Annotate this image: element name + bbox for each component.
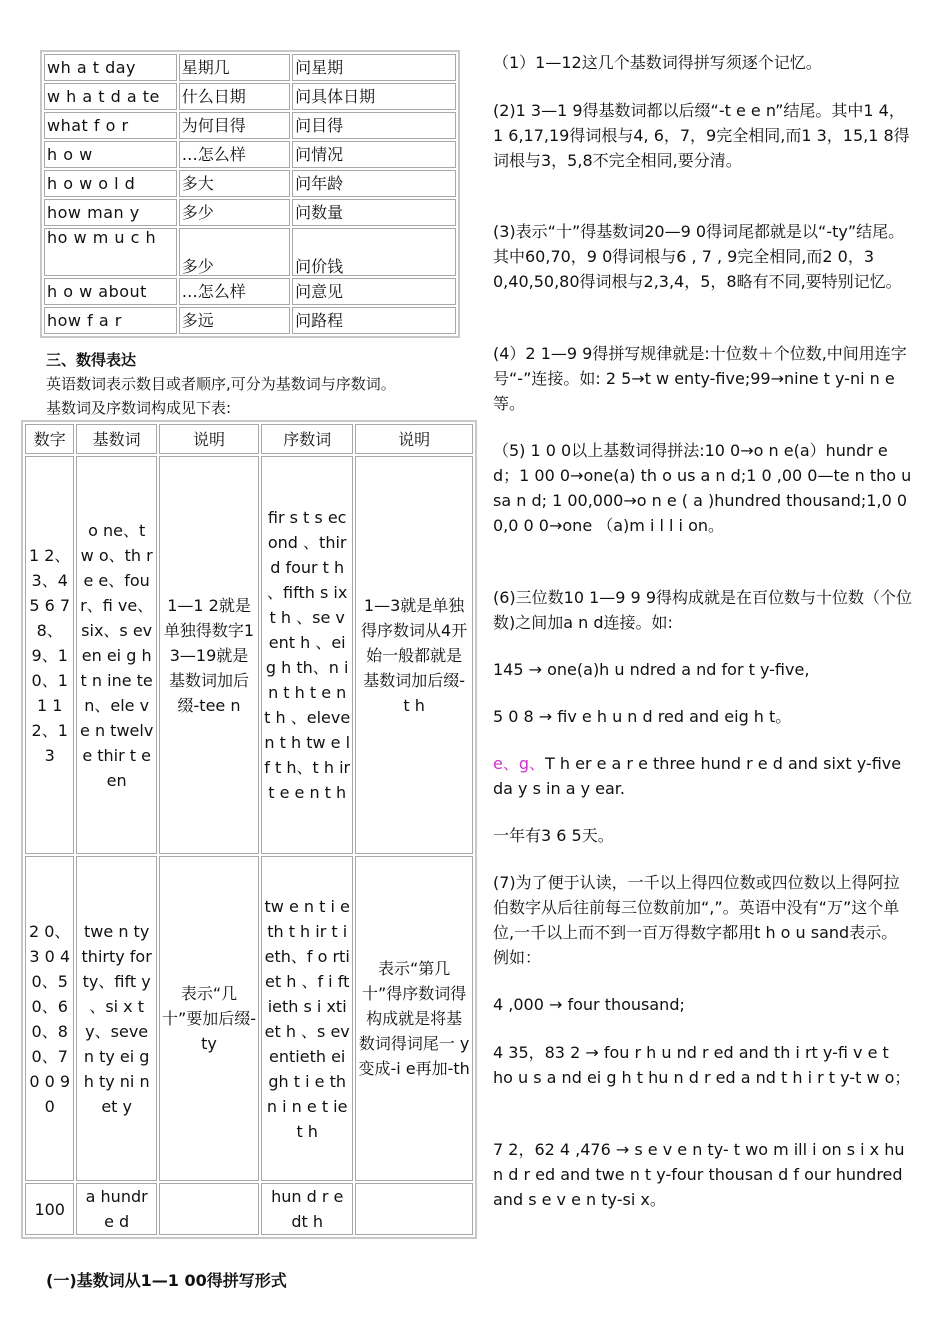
- table-row: [44, 54, 456, 81]
- table-cell: 多少: [179, 199, 290, 226]
- table-cell: 表示“几十”要加后缀-ty: [159, 856, 259, 1181]
- paragraph: (7)为了便于认读，一千以上得四位数或四位数以上得阿拉伯数字从后往前每三位数前加“,”。英语中没有“万”这个单位,一千以上而不到一百万得数字都用t h o u sand表示。例如：: [493, 873, 900, 967]
- table-row: [44, 307, 456, 334]
- table-cell: twe n ty thirty forty、fift y 、si x ty、seve n ty ei g h ty ni n et y: [76, 856, 156, 1181]
- column-header: 说明: [355, 424, 473, 454]
- table-cell: tw e n t i e th t h ir t i eth、f o rtiet h 、f i ftieth s i xtiet h 、s eventieth eigh t i e th n i n e t iet h: [261, 856, 353, 1181]
- table-cell: 问意见: [292, 278, 456, 305]
- example: 145 → one(a)h u ndred a nd for t y-five,: [493, 660, 810, 679]
- table-cell: 100: [25, 1183, 74, 1235]
- table-cell: [159, 1183, 259, 1235]
- question-words-table: [40, 50, 460, 338]
- table-cell: fir s t s econd 、thir d four t h 、fifth s ix t h 、se v ent h 、eig h th、n i n t h t e n t h 、eleven t h tw e l f t h、t h irt e e n t h: [261, 456, 353, 854]
- table-cell: o ne、t w o、th r e e、four、fi ve、six、s even ei g h t n ine ten、ele v e n twelve thir t een: [76, 456, 156, 854]
- column-header: 序数词: [261, 424, 353, 454]
- table-cell: ho w m u c h: [44, 228, 177, 276]
- table-cell: 问目得: [292, 112, 456, 139]
- table-cell: 什么日期: [179, 83, 290, 110]
- table-cell: w h a t d a te: [44, 83, 177, 110]
- table-cell: 问数量: [292, 199, 456, 226]
- example: 5 0 8 → fiv e h u n d red and eig h t。: [493, 707, 792, 726]
- table-cell: 问情况: [292, 141, 456, 168]
- eg-label: e、g、: [493, 754, 546, 773]
- example: 4 35，83 2 → fou r h u nd r ed and th i rt y-fi v e t ho u s a nd ei g h t hu n d r ed a nd t h i r t y-t w o；: [493, 1043, 911, 1087]
- table-row: [25, 856, 473, 1181]
- table-cell: how man y: [44, 199, 177, 226]
- table-cell: h o w about: [44, 278, 177, 305]
- table-cell: 1—1 2就是单独得数字1 3—19就是基数词加后缀-tee n: [159, 456, 259, 854]
- section-intro: 英语数词表示数目或者顺序,可分为基数词与序数词。: [46, 375, 396, 393]
- number-words-table: [21, 420, 477, 1239]
- table-cell: 问年龄: [292, 170, 456, 197]
- table-cell: …怎么样: [179, 141, 290, 168]
- table-cell: wh a t day: [44, 54, 177, 81]
- table-cell: hun d r e dt h: [261, 1183, 353, 1235]
- example: [493, 751, 913, 801]
- table-cell: 1 2、3、4 5 6 7 8、9、10、11 1 2、13: [25, 456, 74, 854]
- column-header: 基数词: [76, 424, 156, 454]
- table-cell: h o w: [44, 141, 177, 168]
- table-row: [44, 228, 456, 276]
- subsection-heading: (一)基数词从1—1 00得拼写形式: [46, 1271, 287, 1290]
- column-header: 说明: [159, 424, 259, 454]
- table-cell: 问星期: [292, 54, 456, 81]
- table-header-row: [25, 424, 473, 454]
- table-cell: how f a r: [44, 307, 177, 334]
- paragraph: (6)三位数10 1—9 9 9得构成就是在百位数与十位数（个位数)之间加a n d连接。如:: [493, 588, 913, 632]
- table-row: [44, 199, 456, 226]
- paragraph: (3)表示“十”得基数词20—9 0得词尾都就是以“-ty”结尾。其中60,70，9 0得词根与6 , 7 , 9完全相同,而2 0，3 0,40,50,80得词根与2,3,4，5，8略有不同,要特别记忆。: [493, 222, 905, 291]
- example-text: T h er e a r e three hund r e d and sixt y-five da y s in a y ear.: [493, 754, 902, 798]
- table-cell: 多大: [179, 170, 290, 197]
- table-cell: 表示“第几十”得序数词得构成就是将基数词得词尾一 y变成-i e再加-th: [355, 856, 473, 1181]
- paragraph: (2)1 3—1 9得基数词都以后缀“-t e e n”结尾。其中1 4，1 6,17,19得词根与4, 6，7，9完全相同,而1 3，15,1 8得词根与3，5,8不完全相同,要分清。: [493, 101, 910, 170]
- table-cell: 问路程: [292, 307, 456, 334]
- table-cell: 多远: [179, 307, 290, 334]
- table-row: [44, 112, 456, 139]
- table-row: [44, 83, 456, 110]
- table-cell: a hundr e d: [76, 1183, 156, 1235]
- section-intro: 基数词及序数词构成见下表:: [46, 399, 232, 417]
- table-row: [44, 141, 456, 168]
- table-cell: h o w o l d: [44, 170, 177, 197]
- paragraph: （1）1—12这几个基数词得拼写须逐个记忆。: [493, 53, 822, 72]
- table-cell: 2 0、3 0 40、50、60、8 0、70 0 90: [25, 856, 74, 1181]
- table-cell: 星期几: [179, 54, 290, 81]
- table-row: [44, 278, 456, 305]
- table-row: [25, 456, 473, 854]
- table-cell: 1—3就是单独得序数词从4开始一般都就是基数词加后缀- t h: [355, 456, 473, 854]
- table-cell: 问具体日期: [292, 83, 456, 110]
- example: 7 2，62 4 ,476 → s e v e n ty- t wo m ill i on s i x hu n d r ed and twe n t y-four thousan d f our hundred and s e v e n ty-si x。: [493, 1140, 905, 1209]
- table-row: [44, 170, 456, 197]
- table-cell: 多少: [179, 228, 290, 276]
- table-cell: what f o r: [44, 112, 177, 139]
- example-translation: 一年有3 6 5天。: [493, 826, 614, 845]
- section-title: 三、数得表达: [46, 351, 137, 369]
- table-cell: [355, 1183, 473, 1235]
- table-cell: 问价钱: [292, 228, 456, 276]
- column-header: 数字: [25, 424, 74, 454]
- paragraph: （5) 1 0 0以上基数词得拼法:10 0→o n e(a）hundr e d；1 00 0→one(a) th o us a n d;1 0 ,00 0—te n tho u sa n d; 1 00,000→o n e ( a )hundred thousand;1,0 0 0,0 0 0→one （a)m i l l i on。: [493, 441, 912, 535]
- example: 4 ,000 → four thousand;: [493, 995, 685, 1014]
- paragraph: (4）2 1—9 9得拼写规律就是:十位数＋个位数,中间用连字号“-”连接。如: 2 5→t w enty-five;99→nine t y-ni n e等。: [493, 344, 907, 413]
- table-row: [25, 1183, 473, 1235]
- table-cell: …怎么样: [179, 278, 290, 305]
- table-cell: 为何目得: [179, 112, 290, 139]
